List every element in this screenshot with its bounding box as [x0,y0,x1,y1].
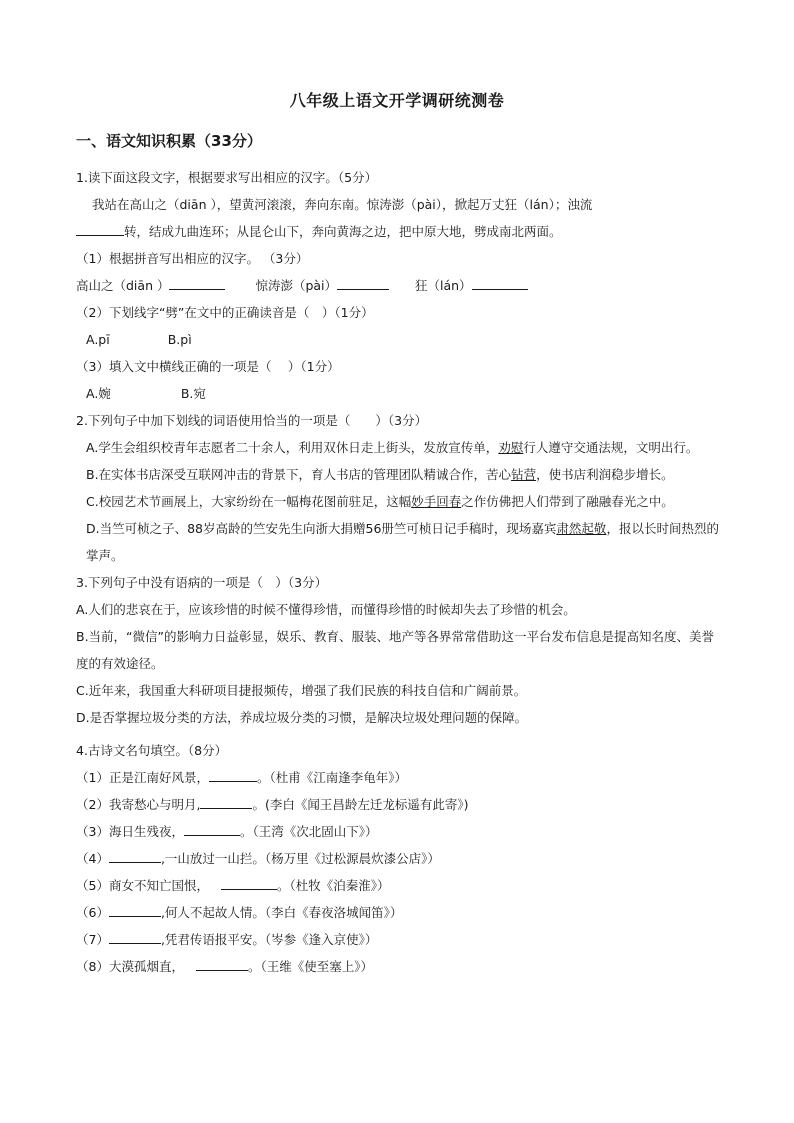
answer-blank[interactable] [109,902,161,917]
q1-fill-row [76,272,720,299]
poem-text: （7） [76,932,109,947]
q1-fill2-label: 惊涛澎（pài） [255,278,338,293]
q4-line7 [76,926,720,953]
q2-option-a[interactable] [76,434,720,461]
q1-passage-line2 [76,218,720,245]
option-text: 行人遵守交通法规，文明出行。 [523,440,699,455]
q4-line3 [76,818,720,845]
q3-stem: 3.下列句子中没有语病的一项是（ ）（3分） [76,575,328,590]
underlined-word: 劝慰 [498,440,524,455]
poem-source: 。（王湾《次北固山下》） [239,824,378,839]
option-text: D.当竺可桢之子、88岁高龄的竺安先生向浙大捐赠56册竺可桢日记手稿时，现场嘉宾 [86,521,557,536]
option-a[interactable]: A.婉 [86,386,111,401]
poem-text: （5）商女不知亡国恨， [76,878,209,893]
answer-blank[interactable] [109,848,161,863]
q3-option-c[interactable]: C.近年来，我国重大科研项目捷报频传，增强了我们民族的科技自信和广阔前景。 [76,683,527,698]
q2-stem: 2.下列句子中加下划线的词语使用恰当的一项是（ ）（3分） [76,413,428,428]
poem-source: 。（杜甫《江南逢李龟年》） [256,770,407,785]
poem-text: （2）我寄愁心与明月, [76,797,201,812]
answer-blank[interactable] [472,275,528,290]
poem-source: ,何人不起故人情。（李白《春夜洛城闻笛》） [160,905,403,920]
poem-source: ,一山放过一山拦。（杨万里《过松源晨炊漆公店》） [160,851,440,866]
poem-text: （1）正是江南好风景， [76,770,209,785]
q1-sub3-options [76,380,720,407]
answer-blank[interactable] [196,956,248,971]
q4-stem: 4.古诗文名句填空。（8分） [76,743,228,758]
option-text: A.学生会组织校青年志愿者二十余人，利用双休日走上街头，发放宣传单， [86,440,499,455]
q1-passage-line1: 我站在高山之（diān ），望黄河滚滚，奔向东南。惊涛澎（pài），掀起万丈狂（lán）；浊流 [92,197,593,212]
option-b[interactable]: B.pì [167,332,192,347]
poem-text: （8）大漠孤烟直， [76,959,184,974]
option-text: B.在实体书店深受互联网冲击的背景下，育人书店的管理团队精诚合作，苦心 [86,467,512,482]
q1-passage-text: 转，结成九曲连环；从昆仑山下，奔向黄海之边，把中原大地，劈成南北两面。 [124,224,562,239]
poem-source: 。（杜牧《泊秦淮》） [276,878,390,893]
q4-line1 [76,764,720,791]
poem-text: （4） [76,851,109,866]
answer-blank[interactable] [337,275,389,290]
q2-option-c[interactable] [76,488,720,515]
q1-sub1: （1）根据拼音写出相应的汉字。 （3分） [76,251,309,266]
option-text: ，报以长时间热烈的掌声。 [86,521,719,563]
page-title: 八年级上语文开学调研统测卷 [289,91,505,110]
exam-content [76,164,720,980]
q1-sub2-options [76,326,720,353]
poem-text: （6） [76,905,109,920]
q1-fill1-label: 高山之（diān ） [76,278,170,293]
answer-blank[interactable] [169,275,225,290]
poem-source: 。(李白《闻王昌龄左迁龙标遥有此寄》) [252,797,469,812]
q4-line6 [76,899,720,926]
q4-line2 [76,791,720,818]
q1-stem: 1.读下面这段文字，根据要求写出相应的汉字。（5分） [76,170,378,185]
q3-option-a[interactable]: A.人们的悲哀在于，应该珍惜的时候不懂得珍惜，而懂得珍惜的时候却失去了珍惜的机会。 [76,602,576,617]
option-text: C.校园艺术节画展上，大家纷纷在一幅梅花图前驻足，这幅 [86,494,412,509]
poem-source: ,凭君传语报平安。（岑参《逢入京使》） [160,932,378,947]
option-b[interactable]: B.宛 [180,386,206,401]
q4-line5 [76,872,720,899]
underlined-word: 肃然起敬 [556,521,607,536]
option-text: 之作仿佛把人们带到了融融春光之中。 [461,494,674,509]
q1-fill3-label: 狂（lán） [414,278,472,293]
q1-sub3: （3）填入文中横线正确的一项是（ ）（1分） [76,359,340,374]
q3-option-d[interactable]: D.是否掌握垃圾分类的方法，养成垃圾分类的习惯，是解决垃圾处理问题的保障。 [76,710,528,725]
q4-line4 [76,845,720,872]
underlined-word: 钻营 [511,467,537,482]
answer-blank[interactable] [200,794,252,809]
answer-blank[interactable] [76,221,124,236]
option-text: ，使书店利润稳步增长。 [536,467,674,482]
q1-sub2: （2）下划线字“劈”在文中的正确读音是（ ）（1分） [76,305,374,320]
answer-blank[interactable] [184,821,240,836]
option-a[interactable]: A.pī [86,332,110,347]
underlined-word: 妙手回春 [411,494,462,509]
q4-line8 [76,953,720,980]
q3-option-b[interactable]: B.当前，“微信”的影响力日益彰显，娱乐、教育、服装、地产等各界常常借助这一平台发布信息是提高知名度、美誉度的有效途径。 [76,629,715,671]
answer-blank[interactable] [209,767,257,782]
answer-blank[interactable] [109,929,161,944]
answer-blank[interactable] [221,875,277,890]
section-heading: 一、语文知识积累（33分） [76,132,262,150]
poem-source: 。（王维《使至塞上》） [247,959,373,974]
poem-text: （3）海日生残夜， [76,824,184,839]
q2-option-b[interactable] [76,461,720,488]
q2-option-d[interactable] [76,515,720,569]
